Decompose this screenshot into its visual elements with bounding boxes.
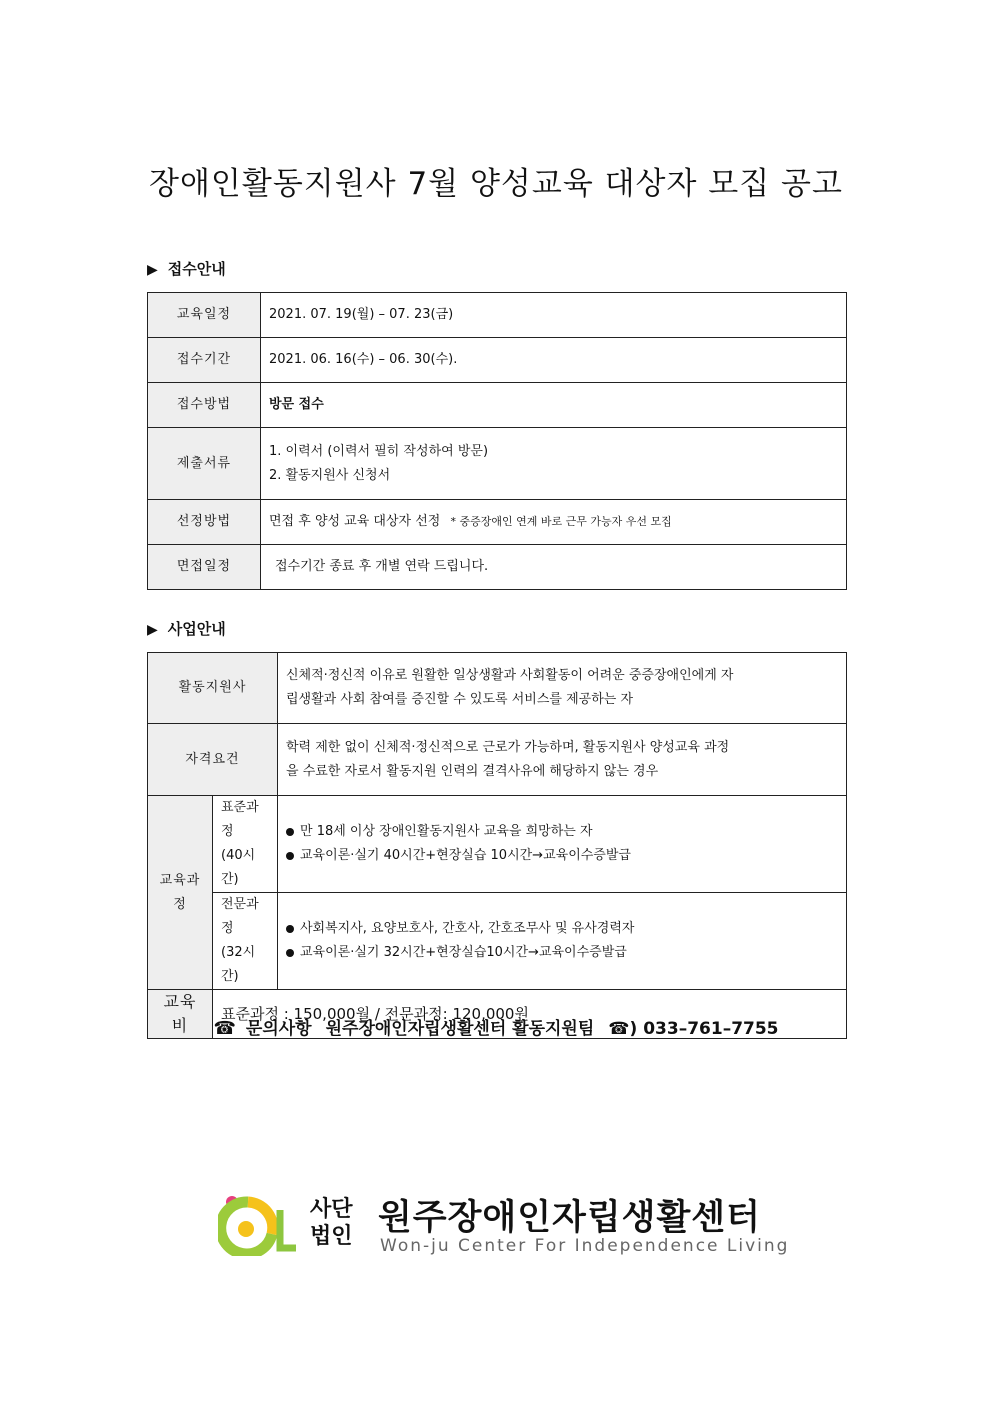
text-line: 립생활과 사회 참여를 증진할 수 있도록 서비스를 제공하는 자 [286, 692, 634, 707]
list-item-text: 교육이론·실기 40시간+현장실습 10시간→교육이수증발급 [300, 848, 631, 863]
row-label: 선정방법 [148, 500, 261, 545]
text-line: 신체적·정신적 이유로 원활한 일상생활과 사회활동이 어려운 중증장애인에게 자 [286, 668, 734, 683]
course-name [213, 796, 278, 893]
table-row [148, 653, 847, 724]
logo-type-line: 법인 [310, 1224, 353, 1249]
row-label: 제출서류 [148, 428, 261, 500]
logo-mark-icon [218, 1194, 298, 1256]
text-line: 학력 제한 없이 신체적·정신적으로 근로가 가능하며, 활동지원사 양성교육 과정 [286, 739, 730, 755]
contact-label: 문의사항 [245, 1019, 312, 1039]
logo-name: 원주장애인자립생활센터 [378, 1198, 761, 1238]
table-row [148, 293, 847, 338]
row-value: 2021. 07. 19(월) – 07. 23(금) [261, 293, 847, 338]
contact-line [0, 1014, 992, 1039]
tel-prefix: ☎) [608, 1019, 638, 1039]
table-row [148, 724, 847, 796]
list-item-text: 만 18세 이상 장애인활동지원사 교육을 희망하는 자 [300, 824, 593, 839]
business-heading-text: 사업안내 [167, 620, 226, 638]
table-row [148, 338, 847, 383]
course-hours: (40시간) [221, 848, 256, 887]
row-label: 면접일정 [148, 545, 261, 590]
triangle-right-icon: ▶ [147, 262, 158, 278]
row-value [278, 724, 847, 796]
table-row [148, 893, 847, 990]
course-hours: (32시간) [221, 945, 256, 984]
list-item-text: 사회복지사, 요양보호사, 간호사, 간호조무사 및 유사경력자 [300, 921, 635, 936]
table-row [148, 500, 847, 545]
business-heading [147, 618, 226, 639]
contact-phone: 033–761–7755 [643, 1019, 779, 1039]
logo-center [238, 1221, 254, 1237]
list-item [286, 941, 838, 965]
course-details [278, 796, 847, 893]
course-title: 전문과정 [221, 897, 259, 936]
course-title: 표준과정 [221, 800, 259, 839]
row-value: 접수기간 종료 후 개별 연락 드립니다. [261, 545, 847, 590]
reception-heading-text: 접수안내 [167, 260, 226, 278]
row-label: 접수기간 [148, 338, 261, 383]
bullet-icon [286, 828, 294, 836]
document-item: 2. 활동지원사 신청서 [269, 467, 391, 483]
row-value [261, 500, 847, 545]
organization-logo [218, 1192, 798, 1262]
course-details [278, 893, 847, 990]
logo-type [310, 1196, 353, 1250]
list-item [286, 820, 838, 844]
row-value: 방문 접수 [261, 383, 847, 428]
text-line: 을 수료한 자로서 활동지원 인력의 결격사유에 해당하지 않는 경우 [286, 763, 659, 779]
row-label: 교육비 [148, 990, 213, 1039]
row-label: 교육과정 [148, 796, 213, 990]
row-label: 교육일정 [148, 293, 261, 338]
selection-method: 면접 후 양성 교육 대상자 선정 [269, 514, 441, 529]
document-item: 1. 이력서 (이력서 필히 작성하여 방문) [269, 443, 489, 459]
list-item [286, 844, 838, 868]
triangle-right-icon: ▶ [147, 622, 158, 638]
reception-heading [147, 258, 226, 279]
row-label: 자격요건 [148, 724, 278, 796]
row-value: 표준과정 : 150,000월 / 전문과정: 120,000원 [213, 990, 847, 1039]
bullet-icon [286, 852, 294, 860]
contact-org: 원주장애인자립생활센터 활동지원팀 [325, 1019, 595, 1039]
logo-english-name: Won-ju Center For Independence Living [380, 1236, 790, 1256]
selection-note: * 중증장애인 연계 바로 근무 가능자 우선 모집 [450, 515, 672, 528]
table-row [148, 383, 847, 428]
page-title: 장애인활동지원사 7월 양성교육 대상자 모집 공고 [149, 166, 843, 202]
reception-table [147, 292, 847, 590]
phone-icon: ☎ [213, 1018, 236, 1039]
table-row [148, 796, 847, 893]
business-table [147, 652, 847, 1039]
row-label: 활동지원사 [148, 653, 278, 724]
table-row [148, 428, 847, 500]
table-row [148, 545, 847, 590]
list-item [286, 917, 838, 941]
row-label: 접수방법 [148, 383, 261, 428]
row-value [278, 653, 847, 724]
bullet-icon [286, 925, 294, 933]
logo-type-line: 사단 [310, 1197, 353, 1222]
row-value: 2021. 06. 16(수) – 06. 30(수). [261, 338, 847, 383]
bullet-icon [286, 949, 294, 957]
row-value [261, 428, 847, 500]
list-item-text: 교육이론·실기 32시간+현장실습10시간→교육이수증발급 [300, 945, 627, 960]
course-name [213, 893, 278, 990]
logo-l-shape [280, 1210, 296, 1248]
